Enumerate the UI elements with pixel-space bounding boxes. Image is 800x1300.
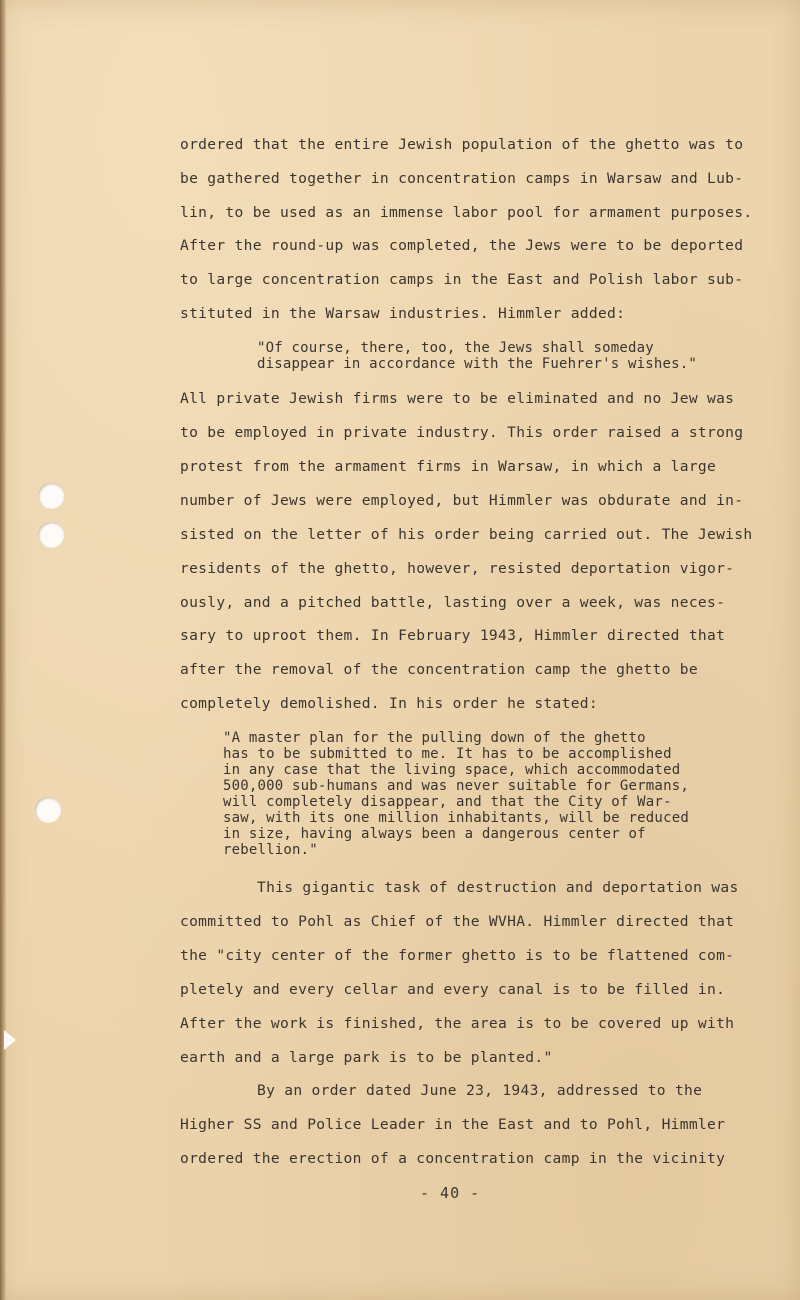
quote-line: saw, with its one million inhabitants, will be reduced <box>223 810 689 826</box>
text-line: By an order dated June 23, 1943, addressed to the <box>257 1082 703 1099</box>
quote-line: "A master plan for the pulling down of the ghetto <box>223 730 646 746</box>
page-edge <box>0 0 6 1300</box>
text-line: After the round-up was completed, the Jews were to be deported <box>180 237 744 254</box>
punch-hole <box>38 483 64 509</box>
text-line: number of Jews were employed, but Himmler was obdurate and in- <box>180 492 744 509</box>
quote-line: disappear in accordance with the Fuehrer's wishes." <box>257 356 698 372</box>
text-line: earth and a large park is to be planted." <box>180 1049 553 1066</box>
text-line: Higher SS and Police Leader in the East and to Pohl, Himmler <box>180 1116 726 1133</box>
text-line: ously, and a pitched battle, lasting over a week, was neces- <box>180 594 726 611</box>
text-line: sisted on the letter of his order being carried out. The Jewish <box>180 526 753 543</box>
quote-line: rebellion." <box>223 842 318 858</box>
text-line: be gathered together in concentration camps in Warsaw and Lub- <box>180 170 744 187</box>
text-line: sary to uproot them. In February 1943, Himmler directed that <box>180 627 726 644</box>
text-line: lin, to be used as an immense labor pool for armament purposes. <box>180 204 753 221</box>
quote-line: 500,000 sub-humans and was never suitable for Germans, <box>223 778 689 794</box>
binder-tab-mark <box>4 1030 16 1050</box>
text-line: residents of the ghetto, however, resisted deportation vigor- <box>180 560 735 577</box>
text-line: ordered the erection of a concentration camp in the vicinity <box>180 1150 726 1167</box>
text-line: after the removal of the concentration camp the ghetto be <box>180 661 698 678</box>
text-line: committed to Pohl as Chief of the WVHA. Himmler directed that <box>180 913 735 930</box>
page-number: - 40 - <box>420 1184 481 1202</box>
quote-line: has to be submitted to me. It has to be accomplished <box>223 746 672 762</box>
quote-line: in size, having always been a dangerous center of <box>223 826 646 842</box>
text-line: to be employed in private industry. This order raised a strong <box>180 424 744 441</box>
text-line: stituted in the Warsaw industries. Himmler added: <box>180 305 626 322</box>
quote-line: in any case that the living space, which accommodated <box>223 762 681 778</box>
text-line: protest from the armament firms in Warsaw, in which a large <box>180 458 717 475</box>
text-line: the "city center of the former ghetto is to be flattened com- <box>180 947 735 964</box>
text-line: ordered that the entire Jewish population of the ghetto was to <box>180 136 744 153</box>
text-line: This gigantic task of destruction and deportation was <box>257 879 739 896</box>
quote-line: will completely disappear, and that the City of War- <box>223 794 672 810</box>
text-line: After the work is finished, the area is to be covered up with <box>180 1015 735 1032</box>
text-line: All private Jewish firms were to be eliminated and no Jew was <box>180 390 735 407</box>
text-line: to large concentration camps in the East and Polish labor sub- <box>180 271 744 288</box>
text-line: completely demolished. In his order he stated: <box>180 695 598 712</box>
punch-hole <box>35 797 61 823</box>
text-line: pletely and every cellar and every canal is to be filled in. <box>180 981 726 998</box>
punch-hole <box>38 522 64 548</box>
quote-line: "Of course, there, too, the Jews shall someday <box>257 340 654 356</box>
